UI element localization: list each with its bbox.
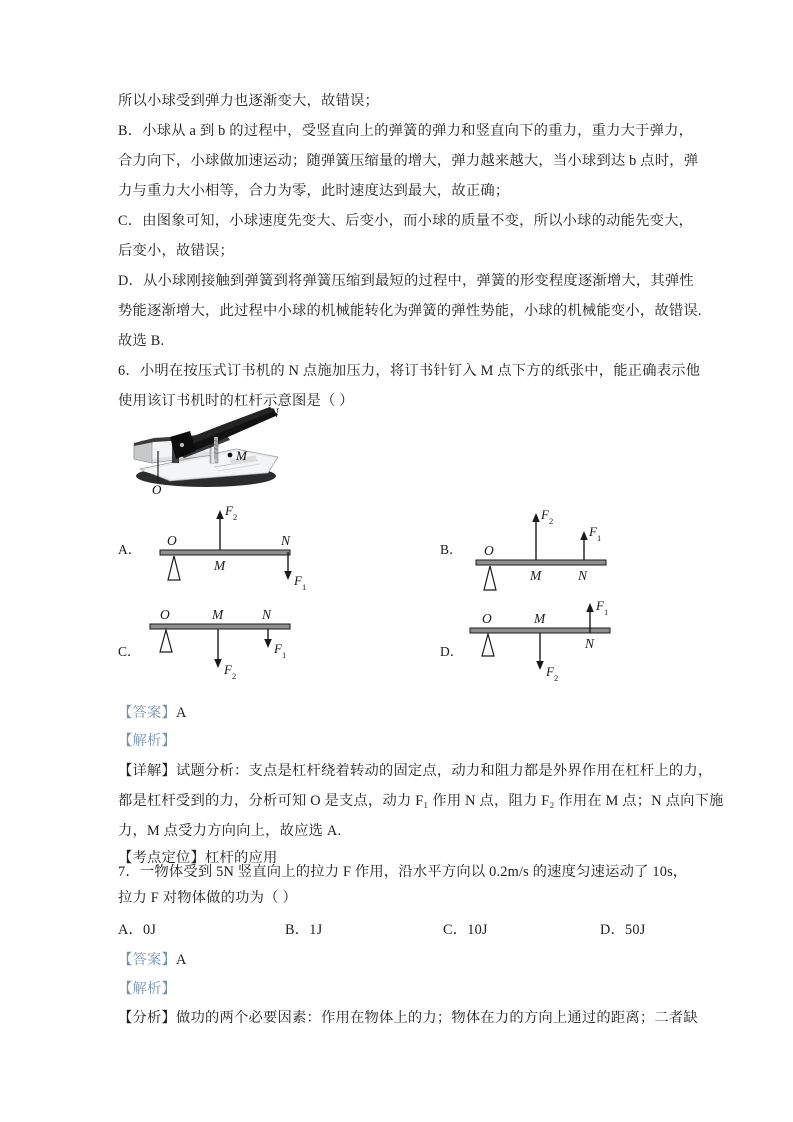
answer-value: A (176, 705, 187, 721)
answer-marker: 【答案】 (118, 705, 176, 721)
choice-a[interactable]: A．0J (118, 922, 157, 938)
svg-text:N: N (585, 636, 595, 651)
option-a-key: A． (118, 542, 142, 557)
svg-text:2: 2 (233, 512, 238, 522)
option-b-lever-diagram (440, 502, 740, 597)
text-line: 力与重力大小相等，合力为零，此时速度达到最大，故正确； (118, 183, 510, 199)
analysis-marker: 【解析】 (118, 981, 176, 997)
text-line: 故选 B. (118, 333, 165, 349)
topic-marker: 【考点定位】 (118, 850, 205, 866)
svg-text:2: 2 (554, 673, 559, 683)
analysis-marker: 【解析】 (118, 733, 176, 749)
svg-text:F: F (589, 524, 597, 539)
choice-c[interactable]: C．10J (443, 922, 488, 938)
text-line: 后变小，故错误； (118, 243, 234, 259)
option-c-lever-diagram (118, 596, 418, 691)
svg-text:N: N (281, 533, 291, 548)
analysis-row (118, 974, 683, 1005)
svg-text:O: O (484, 543, 494, 558)
svg-text:F: F (546, 664, 554, 679)
question6-option-d[interactable] (440, 596, 740, 691)
text-line: D．从小球刚接触到弹簧到将弹簧压缩到最短的过程中，弹簧的形变程度逐渐增大，其弹性 (118, 273, 694, 289)
question6-stem-line1: 6．小明在按压式订书机的 N 点施加压力，将订书针钉入 M 点下方的纸张中，能正确表示他 (118, 363, 701, 379)
stapler-photo-illustration (118, 393, 293, 498)
text-line: C．由图象可知，小球速度先变大、后变小，而小球的质量不变，所以小球的动能先变大， (118, 213, 694, 229)
topic-value: 杠杆的应用 (204, 850, 278, 866)
choice-b[interactable]: B．1J (285, 922, 323, 938)
svg-text:M: M (214, 558, 226, 573)
answer-row (118, 945, 683, 976)
choice-d[interactable]: D．50J (600, 922, 646, 938)
svg-text:M: M (530, 568, 542, 583)
question6-stem-line2: 使用该订书机时的杠杆示意图是（ ） (118, 393, 354, 409)
svg-text:1: 1 (597, 533, 602, 543)
svg-text:N: N (262, 607, 272, 622)
svg-text:N: N (578, 568, 588, 583)
svg-text:F: F (224, 662, 232, 677)
question7-stem-line2: 拉力 F 对物体做的功为（ ） (118, 890, 297, 906)
option-d-key: D． (440, 644, 464, 659)
svg-text:1: 1 (282, 650, 287, 660)
svg-text:2: 2 (549, 516, 554, 526)
svg-text:M: M (534, 611, 546, 626)
detail-line: 力，M 点受力方向向上，故应选 A. (118, 823, 342, 839)
svg-text:1: 1 (604, 607, 609, 617)
svg-text:M: M (212, 607, 224, 622)
svg-text:O: O (160, 607, 170, 622)
question7-choices (118, 915, 683, 937)
text-line: 势能逐渐增大，此过程中小球的机械能转化为弹簧的弹性势能，小球的机械能变小，故错误. (118, 303, 702, 319)
text-line: B．小球从 a 到 b 的过程中，受竖直向上的弹簧的弹力和竖直向下的重力，重力大于弹力， (118, 123, 694, 139)
svg-text:F: F (596, 598, 604, 613)
question6-option-c[interactable] (118, 596, 418, 691)
svg-text:2: 2 (232, 671, 237, 681)
question7-stem-line1: 7．一物体受到 5N 竖直向上的拉力 F 作用，沿水平方向以 0.2m/s 的速度匀速运动了 10s， (118, 864, 688, 880)
svg-text:O: O (167, 533, 177, 548)
text-line: 所以小球受到弹力也逐渐变大，故错误； (118, 93, 379, 109)
svg-text:1: 1 (302, 582, 307, 592)
answer-value: A (176, 952, 187, 968)
question6-option-b[interactable] (440, 502, 740, 597)
analysis-line: 【分析】做功的两个必要因素：作用在物体上的力；物体在力的方向上通过的距离；二者缺 (118, 1010, 698, 1026)
svg-text:F: F (274, 641, 282, 656)
svg-text:O: O (152, 482, 162, 497)
analysis-row (118, 726, 683, 757)
question6-option-a[interactable] (118, 502, 418, 597)
svg-text:M: M (236, 448, 247, 463)
detail-line: 都是杠杆受到的力，分析可知 O 是支点，动力 F₁ 作用 N 点，阻力 F₂ 作用在 M 点；N 点向下施 (118, 793, 724, 809)
option-b-key: B． (440, 542, 463, 557)
answer-row (118, 698, 683, 729)
svg-text:F: F (541, 507, 549, 522)
answer-marker: 【答案】 (118, 952, 176, 968)
detail-line: 【详解】试题分析：支点是杠杆绕着转动的固定点，动力和阻力都是外界作用在杠杆上的力， (118, 763, 713, 779)
svg-text:F: F (294, 573, 302, 588)
stapler-figure (118, 393, 293, 498)
option-c-key: C． (118, 644, 141, 659)
option-d-lever-diagram (440, 596, 740, 691)
svg-text:F: F (225, 503, 233, 518)
svg-text:N: N (270, 405, 279, 420)
text-line: 合力向下，小球做加速运动；随弹簧压缩量的增大，弹力越来越大，当小球到达 b 点时，弹 (118, 153, 699, 169)
option-a-lever-diagram (118, 502, 418, 597)
svg-text:O: O (482, 611, 492, 626)
